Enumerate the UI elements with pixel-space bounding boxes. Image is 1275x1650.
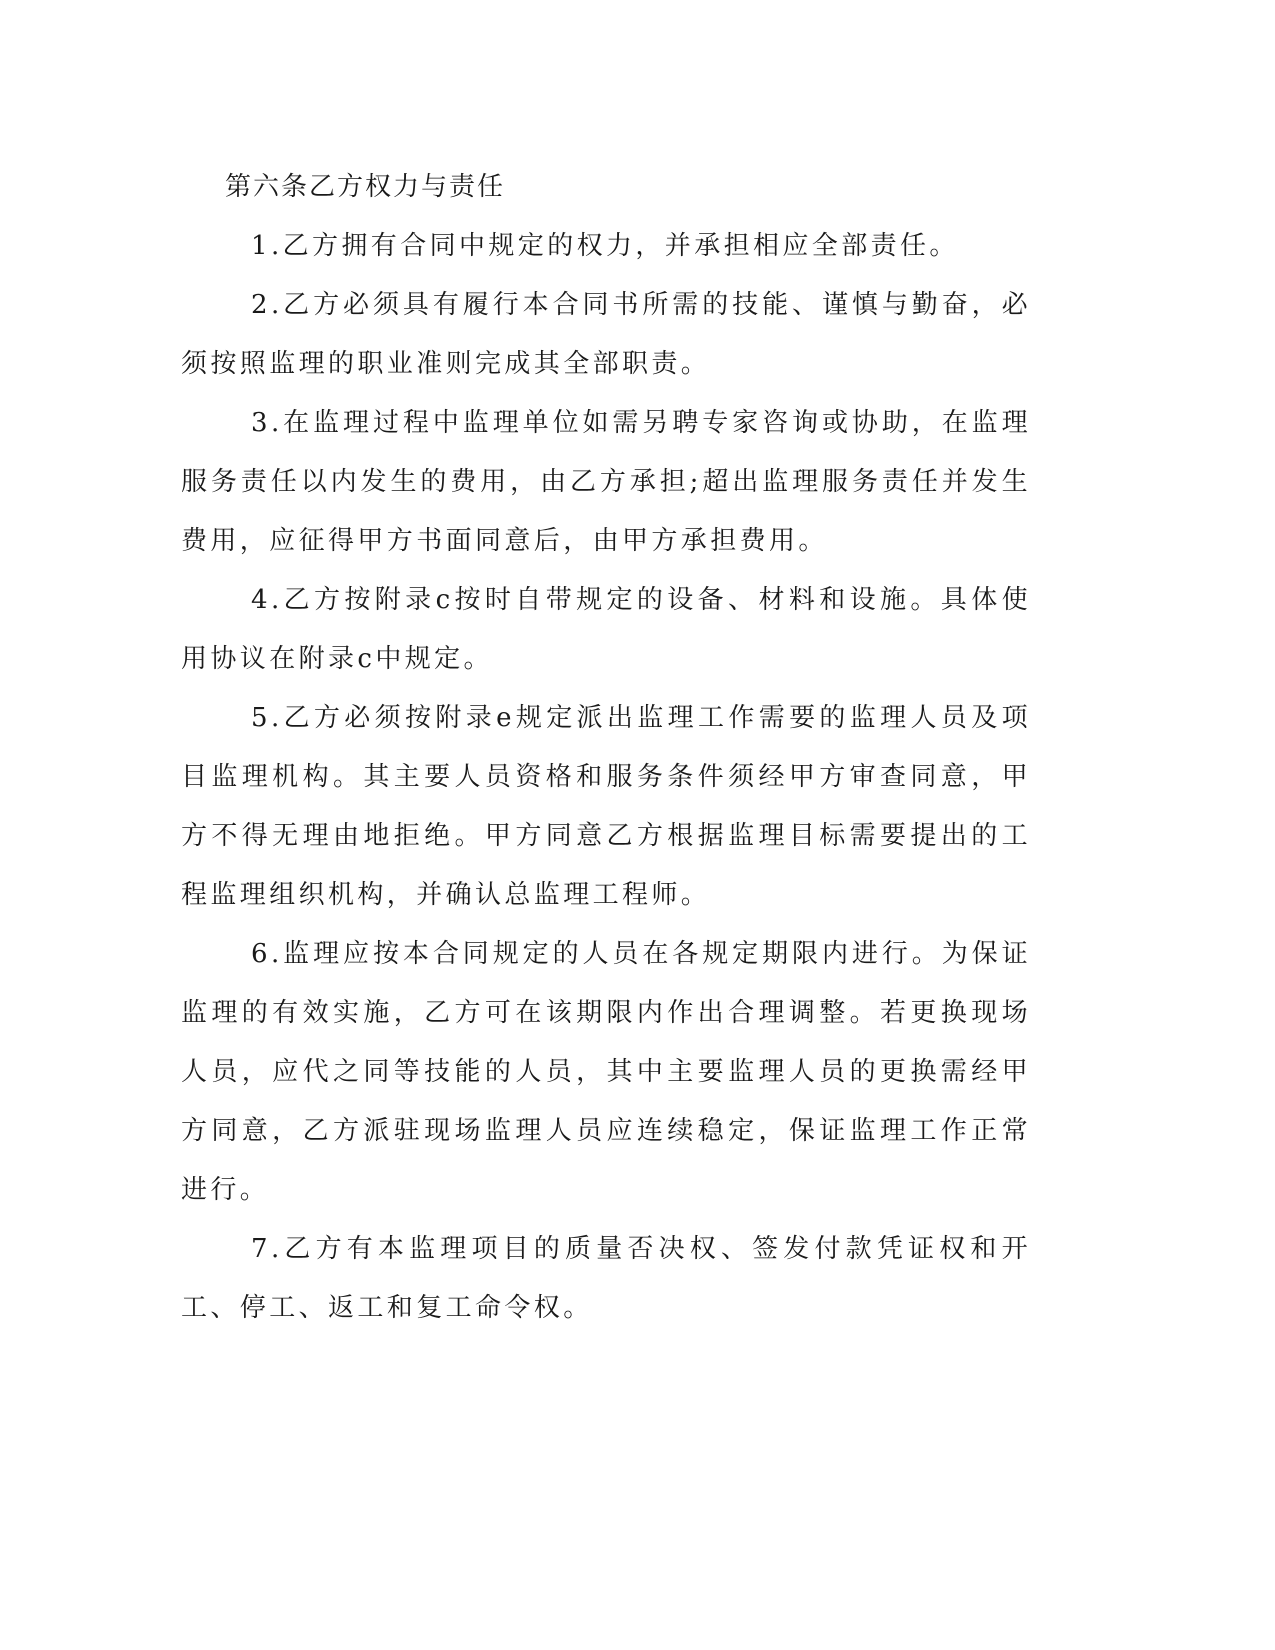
paragraph-6: 6.监理应按本合同规定的人员在各规定期限内进行。为保证监理的有效实施，乙方可在该期限内作出合理调整。若更换现场人员，应代之同等技能的人员，其中主要监理人员的更换需经甲方同意，乙方派驻现场监理人员应连续稳定，保证监理工作正常进行。 xyxy=(181,939,1031,1205)
paragraph-3: 3.在监理过程中监理单位如需另聘专家咨询或协助，在监理服务责任以内发生的费用，由乙方承担;超出监理服务责任并发生费用，应征得甲方书面同意后，由甲方承担费用。 xyxy=(181,408,1031,556)
paragraph-1: 1.乙方拥有合同中规定的权力，并承担相应全部责任。 xyxy=(251,231,959,261)
paragraph-2: 2.乙方必须具有履行本合同书所需的技能、谨慎与勤奋，必须按照监理的职业准则完成其全部职责。 xyxy=(181,290,1031,379)
section-heading: 第六条乙方权力与责任 xyxy=(225,172,506,202)
paragraph-7: 7.乙方有本监理项目的质量否决权、签发付款凭证权和开工、停工、返工和复工命令权。 xyxy=(181,1234,1031,1323)
document-body xyxy=(181,158,1031,1338)
paragraph-5: 5.乙方必须按附录e规定派出监理工作需要的监理人员及项目监理机构。其主要人员资格和服务条件须经甲方审查同意，甲方不得无理由地拒绝。甲方同意乙方根据监理目标需要提出的工程监理组织机构，并确认总监理工程师。 xyxy=(181,703,1031,910)
paragraph-4: 4.乙方按附录c按时自带规定的设备、材料和设施。具体使用协议在附录c中规定。 xyxy=(181,585,1031,674)
